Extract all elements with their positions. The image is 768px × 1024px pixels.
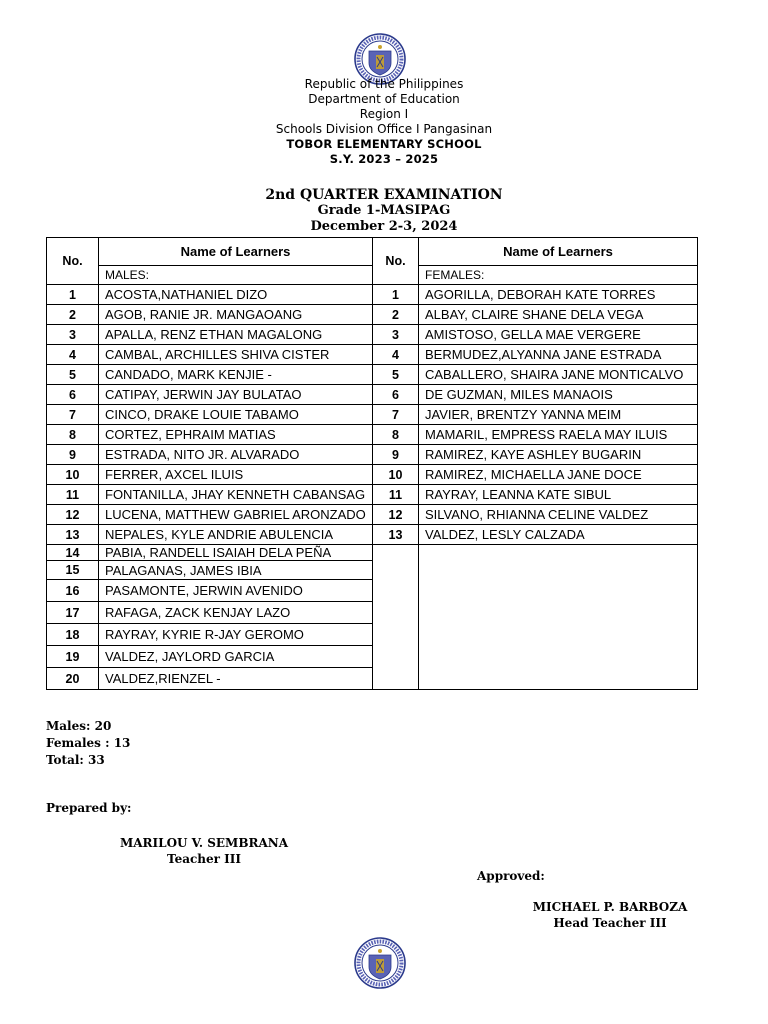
exam-title-block — [0, 187, 768, 235]
approved-label: Approved: — [477, 869, 545, 883]
male-learner-name: CATIPAY, JERWIN JAY BULATAO — [99, 385, 373, 405]
male-number: 2 — [47, 305, 99, 325]
female-learner-name: RAMIREZ, KAYE ASHLEY BUGARIN — [419, 445, 698, 465]
table-row — [47, 285, 698, 305]
male-number: 5 — [47, 365, 99, 385]
male-number: 14 — [47, 545, 99, 561]
empty-cell — [419, 545, 698, 690]
male-number: 4 — [47, 345, 99, 365]
exam-date: December 2-3, 2024 — [310, 219, 458, 234]
male-number: 15 — [47, 561, 99, 580]
male-learner-name: APALLA, RENZ ETHAN MAGALONG — [99, 325, 373, 345]
table-row — [47, 345, 698, 365]
male-learner-name: CORTEZ, EPHRAIM MATIAS — [99, 425, 373, 445]
deped-seal-icon — [354, 937, 406, 989]
agency-header — [0, 77, 768, 167]
table-row — [47, 525, 698, 545]
male-number: 20 — [47, 668, 99, 690]
name-header: Name of Learners — [99, 238, 373, 266]
male-learner-name: RAFAGA, ZACK KENJAY LAZO — [99, 602, 373, 624]
male-number: 11 — [47, 485, 99, 505]
table-row — [47, 445, 698, 465]
table-row — [47, 305, 698, 325]
female-learner-name: DE GUZMAN, MILES MANAOIS — [419, 385, 698, 405]
female-number: 6 — [373, 385, 419, 405]
female-learner-name: VALDEZ, LESLY CALZADA — [419, 525, 698, 545]
table-row — [47, 485, 698, 505]
prepared-label: Prepared by: — [46, 801, 132, 815]
male-learner-name: VALDEZ,RIENZEL - — [99, 668, 373, 690]
male-learner-name: PASAMONTE, JERWIN AVENIDO — [99, 580, 373, 602]
school-name: TOBOR ELEMENTARY SCHOOL — [286, 137, 482, 151]
female-learner-name: RAYRAY, LEANNA KATE SIBUL — [419, 485, 698, 505]
male-number: 9 — [47, 445, 99, 465]
approver-title: Head Teacher III — [553, 916, 667, 930]
preparer-title: Teacher III — [167, 852, 241, 866]
deped-seal-logo-footer — [354, 937, 406, 989]
male-learner-name: ESTRADA, NITO JR. ALVARADO — [99, 445, 373, 465]
female-number: 2 — [373, 305, 419, 325]
male-learner-name: AGOB, RANIE JR. MANGAOANG — [99, 305, 373, 325]
male-learner-name: FERRER, AXCEL ILUIS — [99, 465, 373, 485]
empty-cell — [373, 545, 419, 690]
table-row — [47, 505, 698, 525]
males-label: MALES: — [99, 266, 373, 285]
male-number: 12 — [47, 505, 99, 525]
female-learner-name: AMISTOSO, GELLA MAE VERGERE — [419, 325, 698, 345]
male-number: 3 — [47, 325, 99, 345]
female-learner-name: BERMUDEZ,ALYANNA JANE ESTRADA — [419, 345, 698, 365]
female-learner-name: MAMARIL, EMPRESS RAELA MAY ILUIS — [419, 425, 698, 445]
grade-section: Grade 1-MASIPAG — [317, 203, 451, 218]
table-row — [47, 385, 698, 405]
female-number: 8 — [373, 425, 419, 445]
female-number: 11 — [373, 485, 419, 505]
learners-table — [46, 237, 698, 690]
male-number: 10 — [47, 465, 99, 485]
female-number: 10 — [373, 465, 419, 485]
preparer-signature — [108, 835, 300, 867]
exam-title: 2nd QUARTER EXAMINATION — [265, 187, 503, 203]
male-number: 16 — [47, 580, 99, 602]
female-learner-name: RAMIREZ, MICHAELLA JANE DOCE — [419, 465, 698, 485]
header-line: Department of Education — [308, 92, 460, 106]
female-learner-name: JAVIER, BRENTZY YANNA MEIM — [419, 405, 698, 425]
female-number: 13 — [373, 525, 419, 545]
table-row — [47, 465, 698, 485]
no-header: No. — [47, 238, 99, 285]
female-number: 9 — [373, 445, 419, 465]
no-header: No. — [373, 238, 419, 285]
male-learner-name: PALAGANAS, JAMES IBIA — [99, 561, 373, 580]
female-number: 4 — [373, 345, 419, 365]
female-learner-name: AGORILLA, DEBORAH KATE TORRES — [419, 285, 698, 305]
male-learner-name: RAYRAY, KYRIE R-JAY GEROMO — [99, 624, 373, 646]
male-learner-name: LUCENA, MATTHEW GABRIEL ARONZADO — [99, 505, 373, 525]
approver-name: MICHAEL P. BARBOZA — [532, 900, 688, 914]
female-learner-name: ALBAY, CLAIRE SHANE DELA VEGA — [419, 305, 698, 325]
male-number: 7 — [47, 405, 99, 425]
header-line: Schools Division Office I Pangasinan — [275, 122, 493, 136]
females-label: FEMALES: — [419, 266, 698, 285]
female-learner-name: CABALLERO, SHAIRA JANE MONTICALVO — [419, 365, 698, 385]
female-number: 12 — [373, 505, 419, 525]
male-number: 18 — [47, 624, 99, 646]
male-learner-name: ACOSTA,NATHANIEL DIZO — [99, 285, 373, 305]
male-learner-name: CINCO, DRAKE LOUIE TABAMO — [99, 405, 373, 425]
male-number: 19 — [47, 646, 99, 668]
male-learner-name: NEPALES, KYLE ANDRIE ABULENCIA — [99, 525, 373, 545]
approver-signature — [520, 899, 700, 931]
totals-block — [46, 718, 130, 769]
female-number: 5 — [373, 365, 419, 385]
females-count: Females : 13 — [46, 736, 131, 750]
table-row — [47, 425, 698, 445]
female-number: 7 — [373, 405, 419, 425]
female-learner-name: SILVANO, RHIANNA CELINE VALDEZ — [419, 505, 698, 525]
preparer-name: MARILOU V. SEMBRANA — [119, 836, 289, 850]
school-year: S.Y. 2023 – 2025 — [329, 152, 439, 166]
total-count: Total: 33 — [46, 753, 105, 767]
female-number: 1 — [373, 285, 419, 305]
male-learner-name: VALDEZ, JAYLORD GARCIA — [99, 646, 373, 668]
males-count: Males: 20 — [46, 719, 112, 733]
male-learner-name: PABIA, RANDELL ISAIAH DELA PEÑA — [99, 545, 373, 561]
male-learner-name: CAMBAL, ARCHILLES SHIVA CISTER — [99, 345, 373, 365]
male-number: 8 — [47, 425, 99, 445]
table-row — [47, 365, 698, 385]
table-row — [47, 545, 698, 561]
table-row — [47, 405, 698, 425]
male-learner-name: CANDADO, MARK KENJIE - — [99, 365, 373, 385]
table-row — [47, 325, 698, 345]
male-learner-name: FONTANILLA, JHAY KENNETH CABANSAG — [99, 485, 373, 505]
female-number: 3 — [373, 325, 419, 345]
header-line: Republic of the Philippines — [304, 77, 464, 91]
name-header: Name of Learners — [419, 238, 698, 266]
male-number: 17 — [47, 602, 99, 624]
male-number: 13 — [47, 525, 99, 545]
male-number: 6 — [47, 385, 99, 405]
male-number: 1 — [47, 285, 99, 305]
header-line: Region I — [359, 107, 409, 121]
